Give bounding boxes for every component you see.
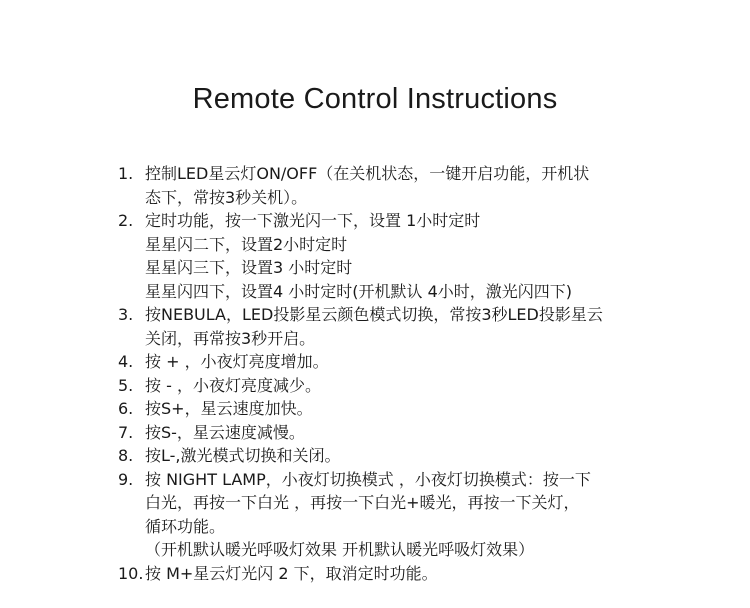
list-item — [118, 468, 738, 562]
item-number: 2. — [118, 211, 134, 230]
item-number: 6. — [118, 399, 134, 418]
item-text-line: 关闭，再常按3秒开启。 — [145, 328, 316, 348]
item-number: 5. — [118, 375, 134, 395]
item-text-line: （开机默认暖光呼吸灯效果 开机默认暖光呼吸灯效果） — [145, 540, 535, 559]
item-text-line: 星星闪四下，设置4 小时定时(开机默认 4小时，激光闪四下) — [145, 281, 573, 301]
list-item — [118, 444, 738, 468]
item-text-line: 按 NIGHT LAMP，小夜灯切换模式 ，小夜灯切换模式：按一下 — [145, 469, 591, 489]
page-title: Remote Control Instructions — [192, 83, 558, 115]
item-text-line: 控制LED星云灯ON/OFF（在关机状态，一键开启功能，开机状 — [145, 164, 590, 183]
item-text-line: 按NEBULA，LED投影星云颜色模式切换，常按3秒LED投影星云 — [145, 305, 603, 324]
item-text-line: 按S-，星云速度减慢。 — [145, 422, 305, 442]
item-text-line: 星星闪二下，设置2小时定时 — [145, 234, 348, 254]
list-item — [118, 162, 738, 209]
item-text-line: 按 M+星云灯光闪 2 下，取消定时功能。 — [145, 563, 438, 583]
item-text-line: 星星闪三下，设置3 小时定时 — [145, 258, 353, 277]
list-item — [118, 350, 738, 374]
item-text-line: 循环功能。 — [145, 516, 226, 536]
item-text-line: 按S+，星云速度加快。 — [145, 399, 313, 418]
item-number: 8. — [118, 446, 134, 465]
list-item — [118, 562, 738, 586]
item-text-line: 白光，再按一下白光 ，再按一下白光+暖光，再按一下关灯， — [145, 493, 580, 512]
item-number: 1. — [118, 164, 134, 183]
list-item — [118, 374, 738, 398]
list-item — [118, 303, 738, 350]
instruction-list — [118, 162, 738, 585]
item-number: 9. — [118, 469, 134, 489]
item-text-line: 态下，常按3秒关机）。 — [145, 187, 308, 207]
item-number: 10. — [118, 563, 144, 583]
list-item — [118, 397, 738, 421]
item-number: 4. — [118, 352, 134, 371]
item-number: 7. — [118, 422, 134, 442]
item-text-line: 按 - ，小夜灯亮度减少。 — [145, 375, 321, 395]
item-text-line: 定时功能，按一下激光闪一下，设置 1小时定时 — [145, 211, 481, 230]
item-text-line: 按 + ，小夜灯亮度增加。 — [145, 352, 329, 371]
item-text-line: 按L-,激光模式切换和关闭。 — [145, 446, 341, 465]
list-item — [118, 209, 738, 303]
list-item — [118, 421, 738, 445]
item-number: 3. — [118, 305, 134, 324]
